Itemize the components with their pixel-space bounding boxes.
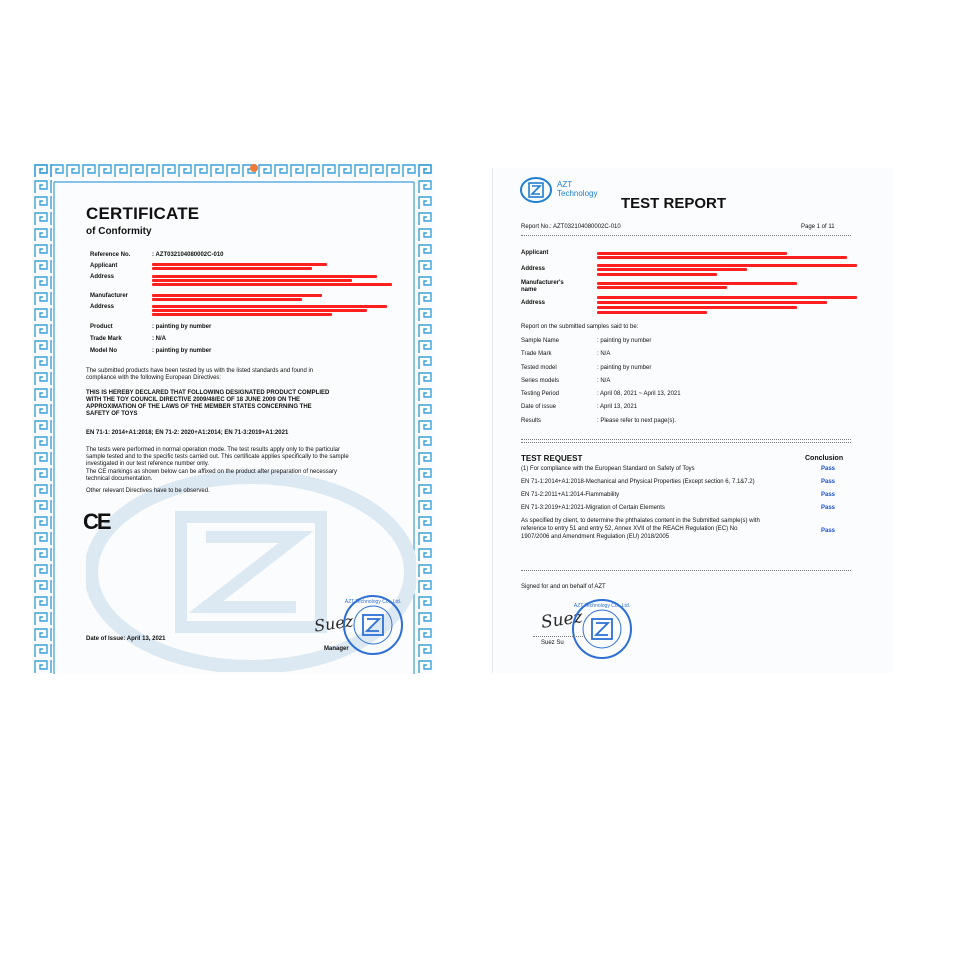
manufacturer-label: Manufacturer's	[521, 280, 564, 286]
redaction-mark	[597, 252, 787, 255]
declaration-line: THIS IS HEREBY DECLARED THAT FOLLOWING DESIGNATED PRODUCT COMPLIED	[86, 390, 330, 396]
declaration-line: SAFETY OF TOYS	[86, 411, 138, 417]
redaction-mark	[597, 282, 797, 285]
report-number: Report No.: AZT032104080002C-010	[521, 224, 621, 230]
phthalates-line: reference to entry 51 and entry 52, Annex XVII of the REACH Regulation (EC) No	[521, 526, 738, 532]
conclusion-header: Conclusion	[805, 455, 844, 462]
tests-note-line: sample tested and to the specific tests carried out. This certificate applies specifically to the sample	[86, 454, 349, 460]
intro-line: The submitted products have been tested by us with the listed standards and found in	[86, 368, 314, 374]
tests-note-line: Other relevant Directives have to be observed.	[86, 488, 210, 494]
address2-label: Address	[521, 300, 546, 306]
trademark-label: Trade Mark	[90, 336, 122, 342]
sample-row-label: Testing Period	[521, 391, 560, 397]
redaction-mark	[152, 283, 392, 286]
report-title: TEST REPORT	[621, 195, 727, 212]
reference-label: Reference No.	[90, 252, 131, 258]
redaction-mark	[152, 305, 387, 308]
signature-line	[533, 636, 585, 637]
sample-row-value: : painting by number	[597, 338, 652, 344]
sample-row-label: Series models	[521, 378, 560, 384]
sample-row-label: Results	[521, 418, 542, 424]
stamp-text: AZT Technology Co., Ltd.	[344, 599, 402, 605]
tests-note-line: The tests were performed in normal operation mode. The test results apply only to the particular	[86, 447, 341, 453]
redaction-mark	[597, 296, 857, 299]
applicant-label: Applicant	[521, 250, 549, 256]
signature: Suez	[312, 611, 355, 636]
redaction-mark	[597, 301, 827, 304]
signer-name: Suez Su	[541, 640, 564, 646]
logo-line-2: Technology	[557, 189, 598, 198]
tests-note-line: investigated in our test reference number only.	[86, 461, 209, 467]
result-pass: Pass	[821, 479, 836, 485]
redaction-mark	[597, 273, 717, 276]
redaction-mark	[597, 256, 847, 259]
redaction-mark	[597, 264, 857, 267]
redaction-mark	[152, 263, 327, 266]
model-label: Model No	[90, 348, 117, 354]
certificate-document	[34, 162, 434, 674]
divider	[521, 570, 851, 571]
sample-row-value: : painting by number	[597, 365, 652, 371]
redaction-mark	[152, 279, 352, 282]
reference-value: : AZT032104080002C-010	[152, 252, 224, 258]
manager-label: Manager	[324, 646, 349, 652]
divider	[521, 442, 851, 443]
redaction-mark	[152, 294, 322, 297]
sample-row-value: : N/A	[597, 378, 611, 384]
sample-row-label: Sample Name	[521, 338, 560, 344]
sample-row-value: : Please refer to next page(s).	[597, 418, 677, 424]
sample-row-value: : April 08, 2021 ~ April 13, 2021	[597, 391, 681, 397]
result-pass: Pass	[821, 492, 836, 498]
sample-row-value: : N/A	[597, 351, 611, 357]
redaction-mark	[152, 309, 367, 312]
test-request-header: TEST REQUEST	[521, 454, 583, 463]
stamp-text: AZT Technology Co., Ltd.	[573, 603, 631, 609]
sample-row-value: : April 13, 2021	[597, 404, 638, 410]
manufacturer-label: Manufacturer	[90, 293, 129, 299]
sample-row-label: Tested model	[521, 365, 557, 371]
azt-logo-icon	[519, 176, 553, 204]
product-label: Product	[90, 324, 113, 330]
result-pass: Pass	[821, 505, 836, 511]
sample-row-label: Date of issue	[521, 404, 557, 410]
redaction-mark	[152, 275, 377, 278]
signature: Suez	[539, 607, 584, 633]
date-of-issue: Date of Issue: April 13, 2021	[86, 636, 166, 642]
redaction-mark	[152, 298, 302, 301]
request-line: EN 71-1:2014+A1:2018-Mechanical and Physical Properties (Except section 6, 7.1&7.2)	[521, 479, 755, 485]
submitted-note: Report on the submitted samples said to be:	[521, 324, 639, 330]
redaction-mark	[597, 306, 797, 309]
test-report-document	[492, 168, 893, 673]
product-value: : painting by number	[152, 324, 212, 330]
divider	[521, 439, 851, 440]
ce-mark: CE	[83, 509, 110, 534]
tests-note-line: technical documentation.	[86, 476, 153, 482]
request-line: EN 71-2:2011+A1:2014-Flammability	[521, 492, 620, 498]
phthalates-line: As specified by client, to determine the phthalates content in the Submitted sample(s) with	[521, 518, 760, 524]
applicant-label: Applicant	[90, 263, 118, 269]
tests-note-line: The CE markings as shown below can be affixed on the product after preparation of necessary	[86, 469, 338, 475]
company-stamp	[342, 594, 404, 656]
divider	[521, 235, 851, 236]
redaction-mark	[152, 267, 312, 270]
certificate-subtitle: of Conformity	[86, 226, 152, 237]
page-indicator: Page 1 of 11	[801, 224, 835, 230]
company-stamp	[571, 598, 633, 660]
logo-line-1: AZT	[557, 180, 573, 189]
model-value: : painting by number	[152, 348, 212, 354]
standards-line: EN 71-1: 2014+A1:2018; EN 71-2: 2020+A1:2014; EN 71-3:2019+A1:2021	[86, 430, 289, 436]
intro-line: compliance with the following European Directives:	[86, 375, 222, 381]
address-label: Address	[521, 266, 546, 272]
redaction-mark	[152, 313, 332, 316]
manufacturer-label-2: name	[521, 287, 537, 293]
redaction-mark	[597, 286, 727, 289]
signed-for: Signed for and on behalf of AZT	[521, 584, 606, 590]
address-label: Address	[90, 274, 115, 280]
phthalates-line: 1907/2006 and Amendment Regulation (EU) 2018/2005	[521, 534, 670, 540]
request-line: EN 71-3:2019+A1:2021-Migration of Certain Elements	[521, 505, 665, 511]
request-line: (1) For compliance with the European Standard on Safety of Toys	[521, 466, 695, 472]
address2-label: Address	[90, 304, 115, 310]
redaction-mark	[597, 311, 707, 314]
trademark-value: : N/A	[152, 336, 166, 342]
declaration-line: APPROXIMATION OF THE LAWS OF THE MEMBER STATES CONCERNING THE	[86, 404, 312, 410]
result-pass: Pass	[821, 466, 836, 472]
sample-row-label: Trade Mark	[521, 351, 552, 357]
result-pass: Pass	[821, 528, 836, 534]
declaration-line: WITH THE TOY COUNCIL DIRECTIVE 2009/48/EC OF 18 JUNE 2009 ON THE	[86, 397, 301, 403]
redaction-mark	[597, 268, 747, 271]
certificate-title: CERTIFICATE	[86, 204, 200, 223]
